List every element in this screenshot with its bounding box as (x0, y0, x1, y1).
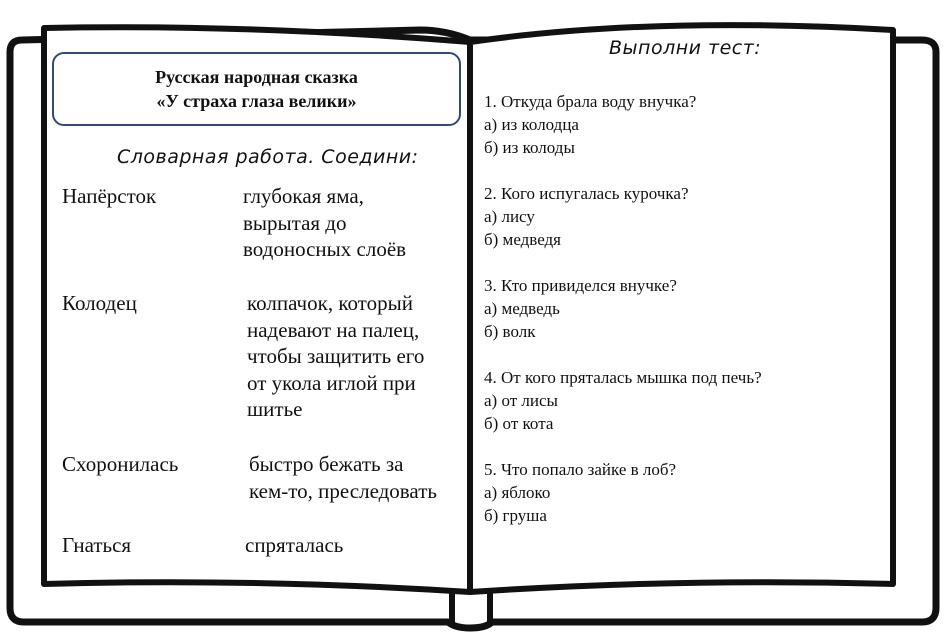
vocab-definition (249, 451, 437, 504)
answer-option: б) груша (484, 506, 547, 525)
vocab-word: Гнаться (62, 533, 132, 557)
answer-option: б) медведя (484, 230, 562, 249)
vocab-definition (243, 183, 406, 263)
answer-option: а) из колодца (484, 115, 579, 134)
question-text: 1. Откуда брала воду внучка? (484, 92, 697, 111)
question-block (484, 458, 762, 527)
answer-option: б) от кота (484, 414, 554, 433)
vocab-word: Напёрсток (62, 184, 157, 208)
answer-option: а) медведь (484, 299, 560, 318)
test-heading: Выполни тест: (609, 37, 762, 59)
definition-line: быстро бежать за (249, 452, 404, 476)
definition-line: колпачок, который (247, 291, 413, 315)
question-text: 5. Что попало зайке в лоб? (484, 460, 677, 479)
answer-option: а) лису (484, 207, 535, 226)
story-title-line2: «У страха глаза велики» (156, 91, 357, 111)
answer-option: б) из колоды (484, 138, 575, 157)
question-block (484, 366, 762, 435)
definition-line: глубокая яма, (243, 184, 364, 208)
question-block (484, 90, 762, 159)
vocab-definition (247, 290, 424, 423)
definition-line: кем-то, преследовать (249, 478, 437, 503)
vocab-heading: Словарная работа. Соедини: (117, 146, 419, 168)
definition-line: от укола иглой при (247, 370, 416, 395)
definition-line: спряталась (245, 533, 344, 557)
vocab-definition (245, 532, 343, 559)
question-text: 2. Кого испугалась курочка? (484, 184, 689, 203)
question-text: 3. Кто привиделся внучке? (484, 276, 677, 295)
story-title-line1: Русская народная сказка (155, 67, 358, 87)
definition-line: чтобы защитить его (247, 344, 425, 368)
question-block (484, 182, 762, 251)
definition-line: шитье (247, 397, 303, 421)
vocab-word: Схоронилась (62, 452, 179, 476)
answer-option: а) от лисы (484, 391, 558, 410)
vocab-word: Колодец (62, 291, 137, 315)
definition-line: надевают на палец, (247, 317, 420, 342)
definition-line: вырытая до (243, 210, 347, 235)
question-block (484, 274, 762, 343)
test-questions (484, 90, 762, 550)
answer-option: а) яблоко (484, 483, 551, 502)
definition-line: водоносных слоёв (243, 237, 407, 261)
answer-option: б) волк (484, 322, 536, 341)
story-title-box (52, 52, 461, 126)
question-text: 4. От кого пряталась мышка под печь? (484, 368, 762, 387)
